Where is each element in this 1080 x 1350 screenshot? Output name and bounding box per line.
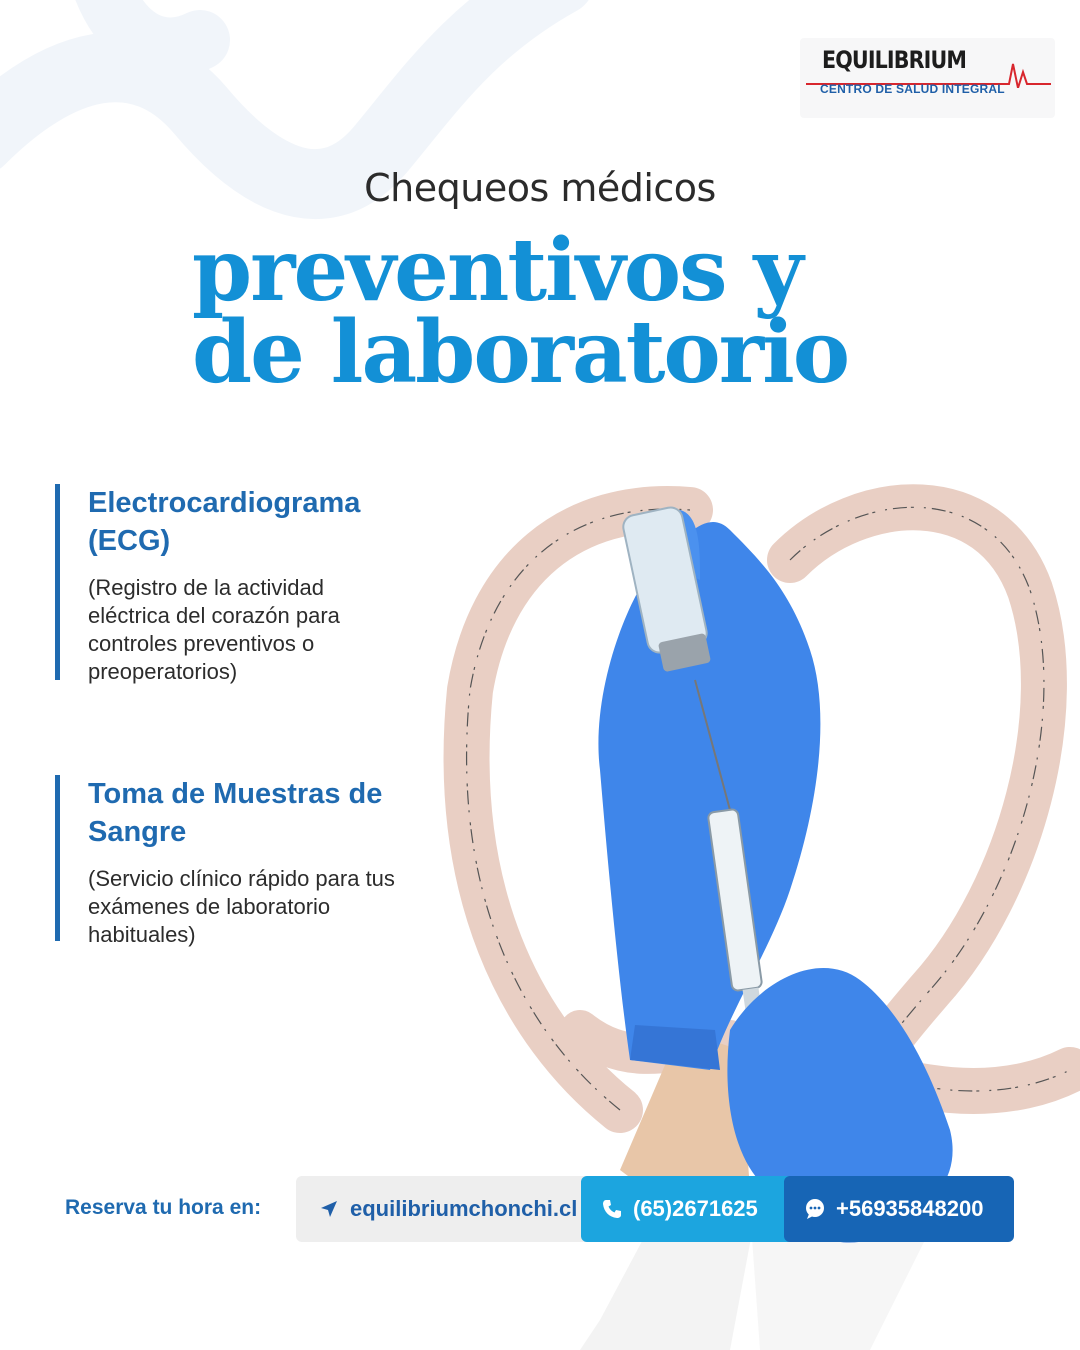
heading-small: Chequeos médicos [364,166,716,210]
booking-label: Reserva tu hora en: [65,1196,262,1219]
phone-link[interactable] [581,1176,791,1242]
brand-subtitle: CENTRO DE SALUD INTEGRAL [820,82,1005,96]
phone-text: (65)2671625 [633,1196,758,1221]
service-title: Toma de Muestras de Sangre [88,778,383,848]
whatsapp-text: +56935848200 [836,1196,984,1221]
service-ecg [55,484,418,684]
service-title: Electrocardiograma (ECG) [88,487,361,557]
chat-bubble-icon [802,1196,828,1222]
phone-icon [599,1196,625,1222]
service-description: (Registro de la actividad eléctrica del corazón para controles preventivos o preoperatorios) [88,575,340,684]
whatsapp-link[interactable] [784,1176,1014,1242]
website-link[interactable] [296,1176,596,1242]
brand-logo [800,38,1055,118]
heading-line-2: de laboratorio [192,302,849,403]
heading-line-1: preventivos y [192,220,802,321]
service-description: (Servicio clínico rápido para tus exámenes de laboratorio habituales) [88,866,395,947]
service-blood-sample [55,775,418,947]
website-text: equilibriumchonchi.cl [350,1196,578,1221]
paper-plane-icon [316,1196,342,1222]
brand-name: EQUILIBRIUM [822,46,967,74]
